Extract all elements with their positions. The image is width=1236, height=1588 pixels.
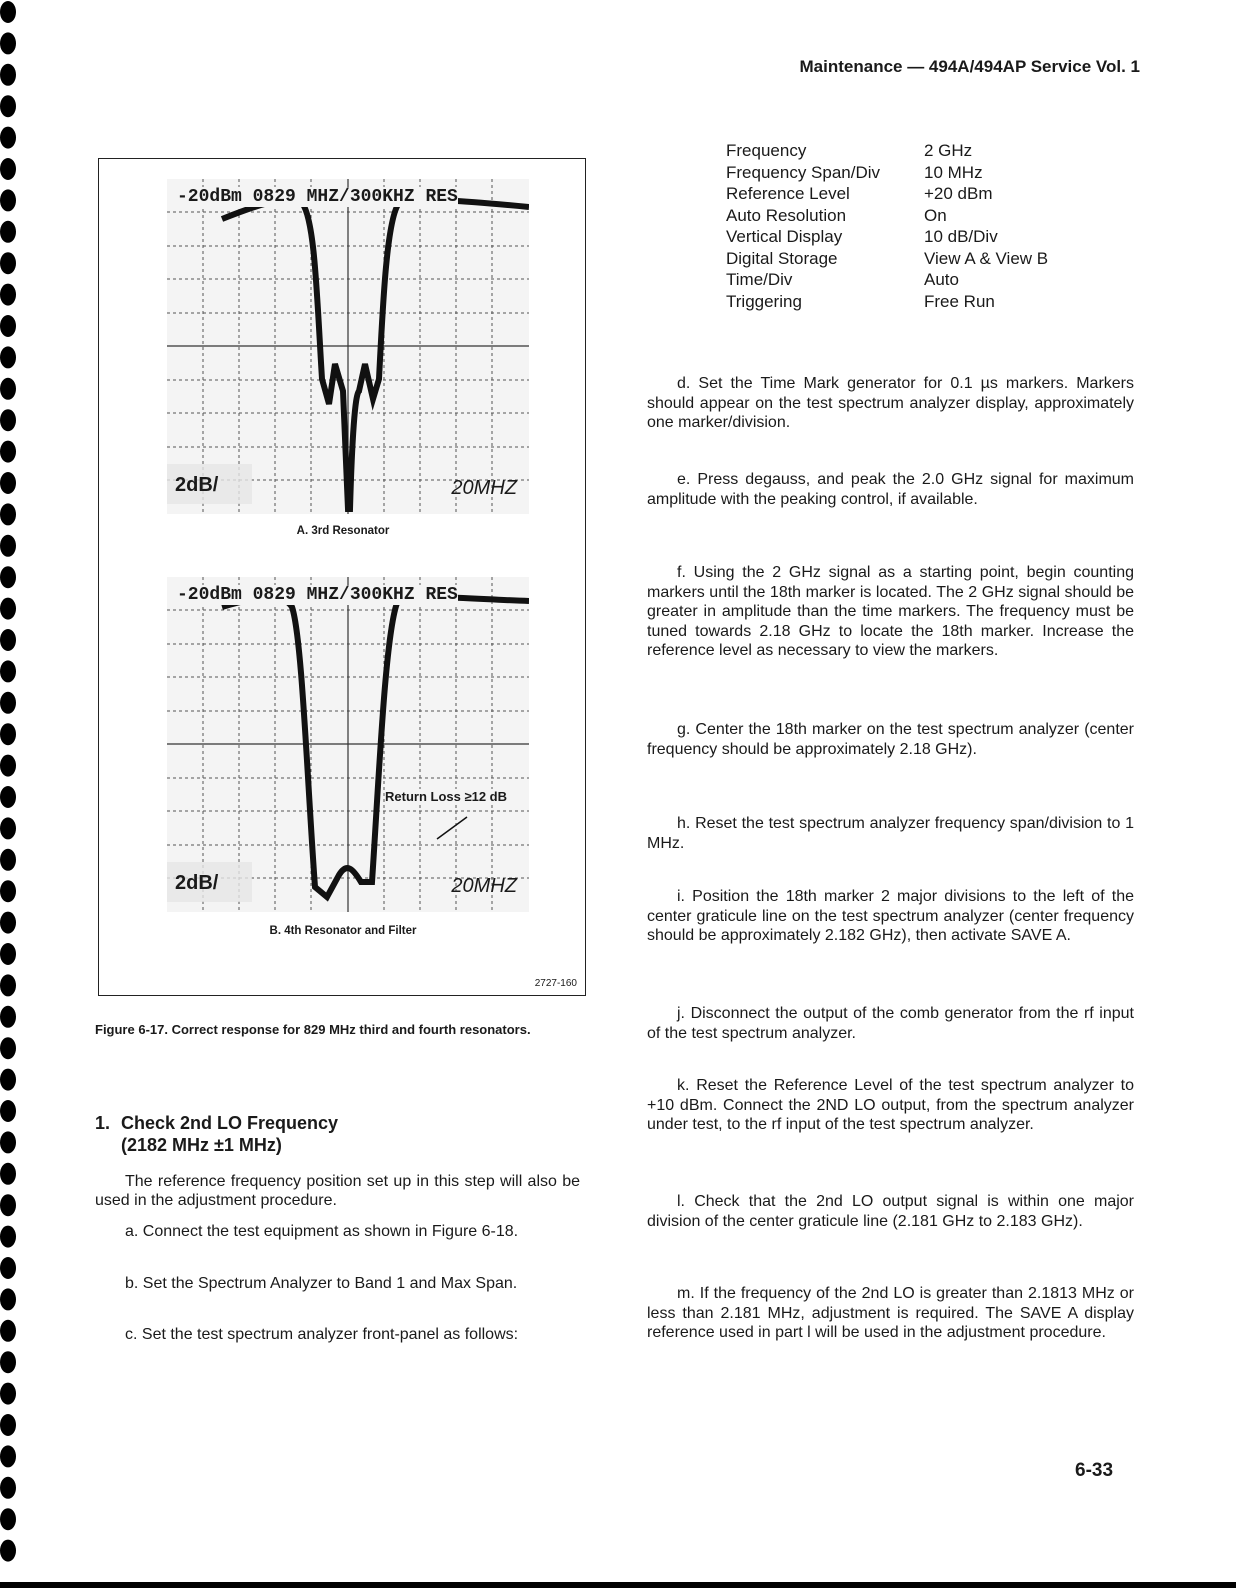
binder-hole xyxy=(0,1257,16,1279)
binder-hole xyxy=(0,1540,16,1562)
settings-row: Frequency Span/Div 10 MHz xyxy=(726,162,983,182)
scope-a-graticule xyxy=(167,179,529,514)
step-h: h. Reset the test spectrum analyzer frequency span/division to 1 MHz. xyxy=(647,815,1134,852)
scope-a-top-label: -20dBm 0829 MHZ/300KHZ RES xyxy=(177,187,458,207)
binder-hole xyxy=(0,1414,16,1436)
scope-b-graticule xyxy=(167,577,529,912)
step-c: c. Set the test spectrum analyzer front-panel as follows: xyxy=(125,1326,519,1343)
binder-hole xyxy=(0,503,16,525)
step-d: d. Set the Time Mark generator for 0.1 µs markers. Markers should appear on the test spectrum analyzer display, approximately one marker/division. xyxy=(647,375,1134,431)
scope-b-annotation: Return Loss ≥12 dB xyxy=(385,789,507,804)
settings-row: Reference Level +20 dBm xyxy=(726,184,993,203)
binder-hole xyxy=(0,95,16,117)
binder-hole xyxy=(0,284,16,306)
step-l: l. Check that the 2nd LO output signal is within one major division of the center graticule line (2.181 GHz to 2.183 GHz). xyxy=(647,1193,1134,1230)
binder-hole xyxy=(0,1445,16,1467)
scope-b-left-label: 2dB/ xyxy=(175,872,219,894)
binder-hole xyxy=(0,472,16,494)
binder-hole xyxy=(0,1006,16,1028)
running-header: Maintenance — 494A/494AP Service Vol. 1 xyxy=(799,57,1140,76)
binder-hole xyxy=(0,158,16,180)
binder-hole xyxy=(0,1320,16,1342)
section-heading xyxy=(95,1112,338,1156)
step-k: k. Reset the Reference Level of the test spectrum analyzer to +10 dBm. Connect the 2ND LO output, from the spectrum analyzer under test, to the rf input of the test spectrum analyzer. xyxy=(647,1077,1134,1133)
binder-hole xyxy=(0,32,16,54)
binder-hole xyxy=(0,64,16,86)
binder-holes xyxy=(0,0,20,1588)
binder-hole xyxy=(0,598,16,620)
scope-display-a xyxy=(167,179,529,514)
scope-a-right-label: 20MHZ xyxy=(451,477,517,499)
binder-hole xyxy=(0,566,16,588)
binder-hole xyxy=(0,692,16,714)
binder-hole xyxy=(0,1508,16,1530)
scope-b-top-label: -20dBm 0829 MHZ/300KHZ RES xyxy=(177,585,458,605)
section-title: Check 2nd LO Frequency xyxy=(121,1113,339,1133)
settings-table xyxy=(726,140,1048,312)
binder-hole xyxy=(0,1226,16,1248)
section-subtitle: (2182 MHz ±1 MHz) xyxy=(121,1135,282,1155)
binder-hole xyxy=(0,535,16,557)
step-a: a. Connect the test equipment as shown in Figure 6-18. xyxy=(125,1223,519,1240)
step-i: i. Position the 18th marker 2 major divisions to the left of the center graticule line on the test spectrum analyzer (center frequency should be approximately 2.182 GHz), then activate SAVE A. xyxy=(647,888,1134,944)
step-b: b. Set the Spectrum Analyzer to Band 1 and Max Span. xyxy=(125,1275,518,1292)
figure-caption: Figure 6-17. Correct response for 829 MHz third and fourth resonators. xyxy=(95,1022,531,1037)
binder-hole xyxy=(0,378,16,400)
binder-hole xyxy=(0,943,16,965)
binder-hole xyxy=(0,1477,16,1499)
scope-a-left-label: 2dB/ xyxy=(175,474,219,496)
figure-id: 2727-160 xyxy=(534,978,577,989)
binder-hole xyxy=(0,912,16,934)
binder-hole xyxy=(0,1069,16,1091)
binder-hole xyxy=(0,1288,16,1310)
section-intro: The reference frequency position set up in this step will also be used in the adjustment procedure. xyxy=(95,1173,580,1209)
binder-hole xyxy=(0,1037,16,1059)
binder-hole xyxy=(0,127,16,149)
binder-hole xyxy=(0,1100,16,1122)
binder-hole xyxy=(0,974,16,996)
binder-hole xyxy=(0,849,16,871)
binder-hole xyxy=(0,755,16,777)
settings-row: Time/Div Auto xyxy=(726,270,959,289)
settings-row: Frequency 2 GHz xyxy=(726,141,973,160)
binder-hole xyxy=(0,409,16,431)
scope-b-right-label: 20MHZ xyxy=(451,875,517,897)
section-number: 1. xyxy=(95,1113,111,1133)
binder-hole xyxy=(0,1383,16,1405)
page-number: 6-33 xyxy=(1075,1460,1114,1481)
step-m: m. If the frequency of the 2nd LO is greater than 2.1813 MHz or less than 2.181 MHz, adjustment is required. The SAVE A display reference used in part l will be used in the adjustment procedure. xyxy=(647,1285,1134,1341)
binder-hole xyxy=(0,252,16,274)
settings-row: Digital Storage View A & View B xyxy=(726,248,1049,268)
binder-hole xyxy=(0,786,16,808)
binder-hole xyxy=(0,1351,16,1373)
binder-hole xyxy=(0,441,16,463)
binder-hole xyxy=(0,723,16,745)
panel-b-caption: B. 4th Resonator and Filter xyxy=(269,925,417,937)
binder-hole xyxy=(0,221,16,243)
binder-hole xyxy=(0,1163,16,1185)
binder-hole xyxy=(0,315,16,337)
settings-row: Auto Resolution On xyxy=(726,205,947,225)
panel-a-caption: A. 3rd Resonator xyxy=(296,525,390,537)
binder-hole xyxy=(0,346,16,368)
binder-hole xyxy=(0,660,16,682)
figure-6-17 xyxy=(98,158,586,996)
binder-hole xyxy=(0,1131,16,1153)
step-f: f. Using the 2 GHz signal as a starting point, begin counting markers until the 18th marker is located. The 2 GHz signal should be greater in amplitude than the time markers. The frequency must be tuned towards 2.18 GHz to locate the 18th marker. Increase the reference level as necessary to view the markers. xyxy=(647,564,1134,659)
step-g: g. Center the 18th marker on the test spectrum analyzer (center frequency should be approximately 2.18 GHz). xyxy=(647,721,1134,758)
binder-hole xyxy=(0,1194,16,1216)
binder-hole xyxy=(0,629,16,651)
binder-hole xyxy=(0,880,16,902)
settings-row: Vertical Display 10 dB/Div xyxy=(726,227,998,246)
binder-hole xyxy=(0,1,16,23)
scope-display-b xyxy=(167,577,529,912)
step-j: j. Disconnect the output of the comb generator from the rf input of the test spectrum analyzer. xyxy=(647,1005,1134,1042)
settings-row: Triggering Free Run xyxy=(726,291,995,311)
binder-hole xyxy=(0,189,16,211)
binder-hole xyxy=(0,817,16,839)
page-bottom-edge xyxy=(0,1582,1236,1588)
step-e: e. Press degauss, and peak the 2.0 GHz signal for maximum amplitude with the peaking control, if available. xyxy=(647,471,1134,508)
